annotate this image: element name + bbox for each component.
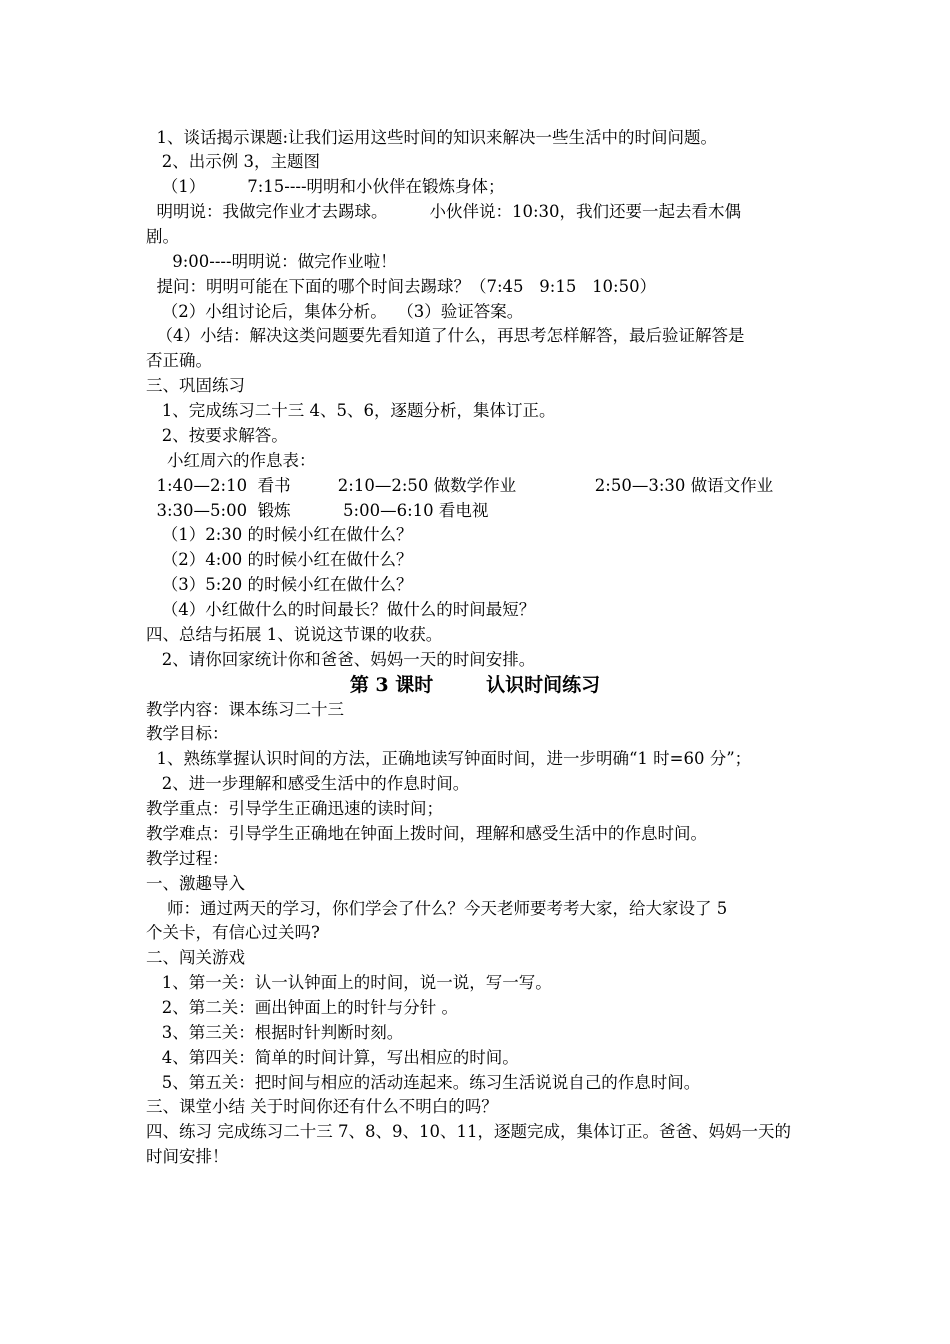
text-line: 2、请你回家统计你和爸爸、妈妈一天的时间安排。 bbox=[146, 650, 536, 669]
text-line: 教学目标： bbox=[146, 724, 229, 743]
text-line: 教学重点：引导学生正确迅速的读时间； bbox=[146, 799, 443, 818]
text-line: 9:00----明明说：做完作业啦！ bbox=[146, 252, 397, 271]
section-heading: 四、练习 完成练习二十三 7、8、9、10、11，逐题完成，集体订正。爸爸、妈妈一天的 bbox=[146, 1122, 791, 1141]
text-line: 3、第三关：根据时针判断时刻。 bbox=[146, 1023, 404, 1042]
text-line: 1、完成练习二十三 4、5、6，逐题分析，集体订正。 bbox=[146, 401, 556, 420]
question-line: （3）5:20 的时候小红在做什么？ bbox=[146, 575, 413, 594]
text-line: 5、第五关：把时间与相应的活动连起来。练习生活说说自己的作息时间。 bbox=[146, 1073, 701, 1092]
section-heading: 二、闯关游戏 bbox=[146, 948, 245, 967]
text-line: 提问：明明可能在下面的哪个时间去踢球？（7:45 9:15 10:50） bbox=[146, 277, 657, 296]
question-line: （4）小红做什么的时间最长？做什么的时间最短？ bbox=[146, 600, 536, 619]
text-line: 2、按要求解答。 bbox=[146, 426, 288, 445]
text-line: 小红周六的作息表： bbox=[146, 451, 316, 470]
text-line: 2、第二关：画出钟面上的时针与分针 。 bbox=[146, 998, 458, 1017]
section-heading: 三、巩固练习 bbox=[146, 376, 245, 395]
text-line: 时间安排！ bbox=[146, 1147, 229, 1166]
text-line: 1、谈话揭示课题:让我们运用这些时间的知识来解决一些生活中的时间问题。 bbox=[146, 128, 718, 147]
text-line: 1、熟练掌握认识时间的方法，正确地读写钟面时间，进一步明确“1 时=60 分”； bbox=[146, 749, 752, 768]
text-line: 师：通过两天的学习，你们学会了什么？今天老师要考考大家，给大家设了 5 bbox=[146, 899, 728, 918]
text-line: 明明说：我做完作业才去踢球。 小伙伴说：10:30，我们还要一起去看木偶 bbox=[146, 202, 741, 221]
section-heading: 一、激趣导入 bbox=[146, 874, 245, 893]
question-line: （2）4:00 的时候小红在做什么？ bbox=[146, 550, 413, 569]
text-line: 4、第四关：简单的时间计算，写出相应的时间。 bbox=[146, 1048, 519, 1067]
text-line: （2）小组讨论后，集体分析。 （3）验证答案。 bbox=[146, 302, 524, 321]
text-line: 教学过程： bbox=[146, 849, 229, 868]
question-line: （1）2:30 的时候小红在做什么？ bbox=[146, 525, 413, 544]
text-line: 1、第一关：认一认钟面上的时间，说一说，写一写。 bbox=[146, 973, 552, 992]
section-heading: 四、总结与拓展 1、说说这节课的收获。 bbox=[146, 625, 443, 644]
text-line: （4）小结：解决这类问题要先看知道了什么，再思考怎样解答，最后验证解答是 bbox=[146, 326, 745, 345]
text-line: 否正确。 bbox=[146, 351, 212, 370]
text-line: 教学难点：引导学生正确地在钟面上拨时间，理解和感受生活中的作息时间。 bbox=[146, 824, 707, 843]
text-line: 个关卡，有信心过关吗? bbox=[146, 923, 320, 942]
text-line: 2、出示例 3，主题图 bbox=[146, 152, 320, 171]
schedule-line: 3:30—5:00 锻炼 5:00—6:10 看电视 bbox=[146, 501, 489, 520]
schedule-line: 1:40—2:10 看书 2:10—2:50 做数学作业 2:50—3:30 做语文作业 bbox=[146, 476, 774, 495]
section-heading: 三、课堂小结 关于时间你还有什么不明白的吗？ bbox=[146, 1097, 498, 1116]
lesson-title: 第 3 课时 认识时间练习 bbox=[349, 674, 601, 696]
text-line: 2、进一步理解和感受生活中的作息时间。 bbox=[146, 774, 470, 793]
text-line: 剧。 bbox=[146, 227, 179, 246]
text-line: （1） 7:15----明明和小伙伴在锻炼身体； bbox=[146, 177, 505, 196]
text-line: 教学内容：课本练习二十三 bbox=[146, 700, 344, 719]
